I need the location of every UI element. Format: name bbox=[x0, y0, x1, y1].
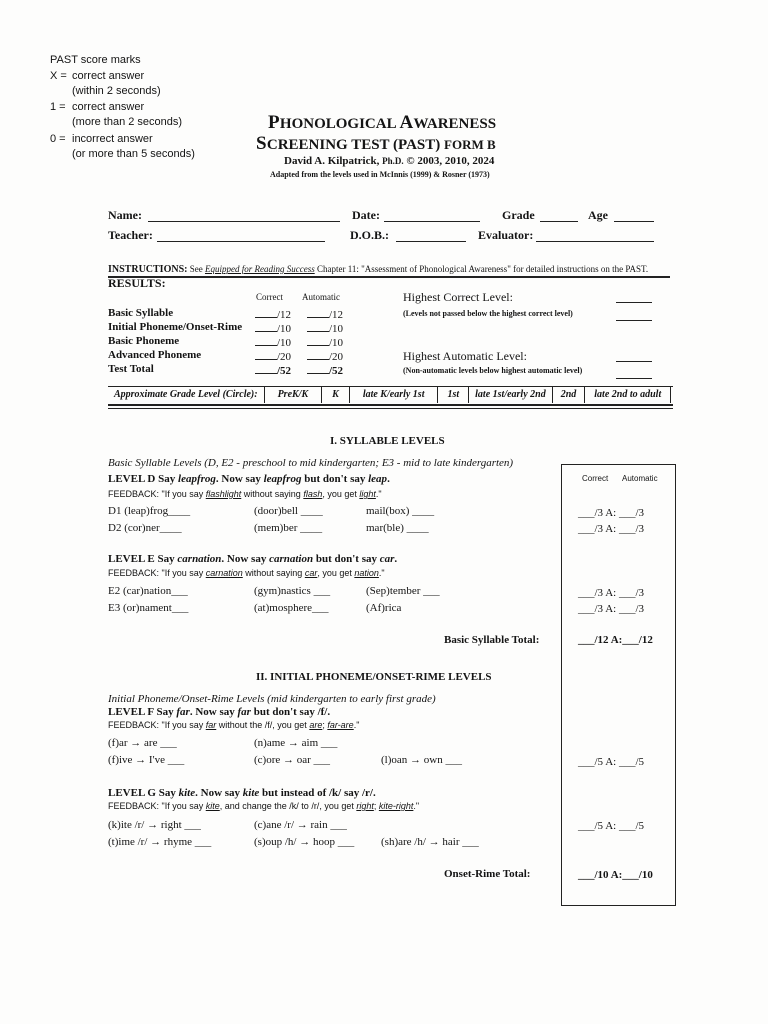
dob-field[interactable] bbox=[396, 241, 466, 242]
level-d-feedback: FEEDBACK: "If you say flashlight without saying flash, you get light." bbox=[108, 489, 382, 499]
page-title: PHONOLOGICAL AWARENESS bbox=[268, 112, 497, 133]
level-score[interactable]: ___/5 A: ___/5 bbox=[578, 820, 645, 832]
level-score[interactable]: ___/5 A: ___/5 bbox=[578, 756, 645, 768]
scorebox-col-correct: Correct bbox=[582, 474, 609, 483]
grade-level-row bbox=[108, 387, 671, 403]
teacher-field[interactable] bbox=[157, 241, 325, 242]
mark-1: 1 = bbox=[50, 101, 66, 113]
item: E3 (or)nament___ bbox=[108, 602, 189, 614]
mark-x-line2: (within 2 seconds) bbox=[72, 85, 161, 97]
date-label: Date: bbox=[352, 208, 380, 222]
item: (s)oup /h/ → hoop ___ bbox=[254, 836, 355, 848]
item: (sh)are /h/ → hair ___ bbox=[381, 836, 479, 848]
mark-0-line1: incorrect answer bbox=[72, 133, 153, 145]
level-g-feedback: FEEDBACK: "If you say kite, and change the /k/ to /r/, you get right; kite-right." bbox=[108, 801, 420, 811]
mark-x: X = bbox=[50, 70, 67, 82]
item: (Sep)tember ___ bbox=[366, 585, 440, 597]
results-row-label: Test Total bbox=[108, 363, 154, 375]
level-f-feedback: FEEDBACK: "If you say far without the /f/, you get are; far-are." bbox=[108, 720, 360, 730]
section1-heading: I. SYLLABLE LEVELS bbox=[330, 435, 445, 447]
level-score[interactable]: ___/3 A: ___/3 bbox=[578, 603, 645, 615]
onset-rime-total-label: Onset-Rime Total: bbox=[444, 868, 531, 880]
item: (f)ive → I've ___ bbox=[108, 754, 185, 766]
results-row-label: Initial Phoneme/Onset-Rime bbox=[108, 321, 243, 333]
basic-syllable-total[interactable]: ___/12 A:___/12 bbox=[578, 634, 653, 646]
name-field[interactable] bbox=[148, 221, 340, 222]
highest-correct-field[interactable] bbox=[616, 302, 652, 303]
level-e-instruction: LEVEL E Say carnation. Now say carnation but don't say car. bbox=[108, 553, 398, 565]
grade-row-top-border bbox=[108, 386, 673, 387]
item: (f)ar → are ___ bbox=[108, 737, 177, 749]
item: mar(ble) ____ bbox=[366, 522, 429, 534]
basic-syllable-total-label: Basic Syllable Total: bbox=[444, 634, 540, 646]
item: E2 (car)nation___ bbox=[108, 585, 188, 597]
grade-option[interactable]: 1st bbox=[437, 387, 468, 403]
grade-option[interactable]: late K/early 1st bbox=[349, 387, 438, 403]
age-field[interactable] bbox=[614, 221, 654, 222]
evaluator-label: Evaluator: bbox=[478, 228, 534, 242]
results-automatic-score[interactable]: /20 bbox=[307, 349, 343, 363]
results-row-label: Basic Syllable bbox=[108, 307, 174, 319]
item: (gym)nastics ___ bbox=[254, 585, 331, 597]
level-score[interactable]: ___/3 A: ___/3 bbox=[578, 507, 645, 519]
item: mail(box) ____ bbox=[366, 505, 435, 517]
grade-option[interactable]: K bbox=[321, 387, 349, 403]
highest-automatic-label: Highest Automatic Level: bbox=[403, 349, 527, 363]
section2-subheading: Initial Phoneme/Onset-Rime Levels (mid kindergarten to early first grade) bbox=[108, 693, 436, 705]
adapted-note: Adapted from the levels used in McInnis (1999) & Rosner (1973) bbox=[270, 170, 490, 179]
highest-automatic-note: (Non-automatic levels below highest automatic level) bbox=[403, 366, 583, 375]
highest-correct-label: Highest Correct Level: bbox=[403, 290, 513, 304]
grade-option[interactable]: 2nd bbox=[552, 387, 585, 403]
item: (c)ore → oar ___ bbox=[254, 754, 331, 766]
date-field[interactable] bbox=[384, 221, 480, 222]
results-correct-score[interactable]: /10 bbox=[255, 321, 291, 335]
instructions: INSTRUCTIONS: See Equipped for Reading Success Chapter 11: "Assessment of Phonological Awareness" for detailed instructions on the PAST. bbox=[108, 264, 649, 275]
level-f-instruction: LEVEL F Say far. Now say far but don't say /f/. bbox=[108, 706, 331, 718]
level-score[interactable]: ___/3 A: ___/3 bbox=[578, 523, 645, 535]
highest-correct-field-2[interactable] bbox=[616, 320, 652, 321]
author-line: David A. Kilpatrick, Ph.D. © 2003, 2010, 2024 bbox=[284, 155, 495, 167]
highest-automatic-field-2[interactable] bbox=[616, 378, 652, 379]
results-automatic-score[interactable]: /52 bbox=[307, 363, 343, 377]
dob-label: D.O.B.: bbox=[350, 228, 389, 242]
results-heading: RESULTS: bbox=[108, 276, 166, 290]
page-subtitle: SCREENING TEST (PAST) FORM B bbox=[256, 133, 496, 154]
item: (k)ite /r/ → right ___ bbox=[108, 819, 201, 831]
grade-row-bottom-border bbox=[108, 404, 673, 406]
grade-option[interactable]: PreK/K bbox=[264, 387, 322, 403]
level-score[interactable]: ___/3 A: ___/3 bbox=[578, 587, 645, 599]
results-row-label: Advanced Phoneme bbox=[108, 349, 202, 361]
instructions-divider bbox=[108, 276, 670, 278]
mark-1-line2: (more than 2 seconds) bbox=[72, 116, 183, 128]
mark-x-line1: correct answer bbox=[72, 70, 145, 82]
results-col-correct: Correct bbox=[256, 292, 283, 302]
grade-option[interactable]: late 1st/early 2nd bbox=[468, 387, 552, 403]
level-e-feedback: FEEDBACK: "If you say carnation without saying car, you get nation." bbox=[108, 568, 385, 578]
level-d-instruction: LEVEL D Say leapfrog. Now say leapfrog but don't say leap. bbox=[108, 473, 390, 485]
grade-row-bottom-border-2 bbox=[108, 408, 673, 409]
mark-1-line1: correct answer bbox=[72, 101, 145, 113]
grade-field[interactable] bbox=[540, 221, 578, 222]
results-correct-score[interactable]: /52 bbox=[255, 363, 291, 377]
section2-heading: II. INITIAL PHONEME/ONSET-RIME LEVELS bbox=[256, 671, 492, 683]
mark-0-line2: (or more than 5 seconds) bbox=[72, 148, 195, 160]
mark-0: 0 = bbox=[50, 133, 66, 145]
scorebox-col-automatic: Automatic bbox=[622, 474, 658, 483]
grade-option[interactable]: late 2nd to adult bbox=[584, 387, 671, 403]
results-correct-score[interactable]: /12 bbox=[255, 307, 291, 321]
item: (l)oan → own ___ bbox=[381, 754, 462, 766]
item: D1 (leap)frog____ bbox=[108, 505, 191, 517]
item: (mem)ber ____ bbox=[254, 522, 323, 534]
item: D2 (cor)ner____ bbox=[108, 522, 182, 534]
results-correct-score[interactable]: /20 bbox=[255, 349, 291, 363]
results-col-automatic: Automatic bbox=[302, 292, 340, 302]
item: (Af)rica bbox=[366, 602, 402, 614]
item: (c)ane /r/ → rain ___ bbox=[254, 819, 347, 831]
results-correct-score[interactable]: /10 bbox=[255, 335, 291, 349]
section1-subheading: Basic Syllable Levels (D, E2 - preschool to mid kindergarten; E3 - mid to late kindergarten) bbox=[108, 457, 514, 469]
item: (n)ame → aim ___ bbox=[254, 737, 338, 749]
teacher-label: Teacher: bbox=[108, 228, 153, 242]
age-label: Age bbox=[588, 208, 608, 222]
highest-automatic-field[interactable] bbox=[616, 361, 652, 362]
results-automatic-score[interactable]: /10 bbox=[307, 321, 343, 335]
evaluator-field[interactable] bbox=[536, 241, 654, 242]
onset-rime-total[interactable]: ___/10 A:___/10 bbox=[578, 869, 653, 881]
score-marks-title: PAST score marks bbox=[50, 54, 141, 66]
item: (door)bell ____ bbox=[254, 505, 323, 517]
name-label: Name: bbox=[108, 208, 142, 222]
highest-correct-note: (Levels not passed below the highest correct level) bbox=[403, 309, 573, 318]
grade-level-label: Approximate Grade Level (Circle): bbox=[114, 389, 258, 400]
level-g-instruction: LEVEL G Say kite. Now say kite but instead of /k/ say /r/. bbox=[108, 787, 376, 799]
item: (t)ime /r/ → rhyme ___ bbox=[108, 836, 212, 848]
results-automatic-score[interactable]: /12 bbox=[307, 307, 343, 321]
grade-label: Grade bbox=[502, 208, 535, 222]
results-row-label: Basic Phoneme bbox=[108, 335, 180, 347]
results-automatic-score[interactable]: /10 bbox=[307, 335, 343, 349]
item: (at)mosphere___ bbox=[254, 602, 329, 614]
